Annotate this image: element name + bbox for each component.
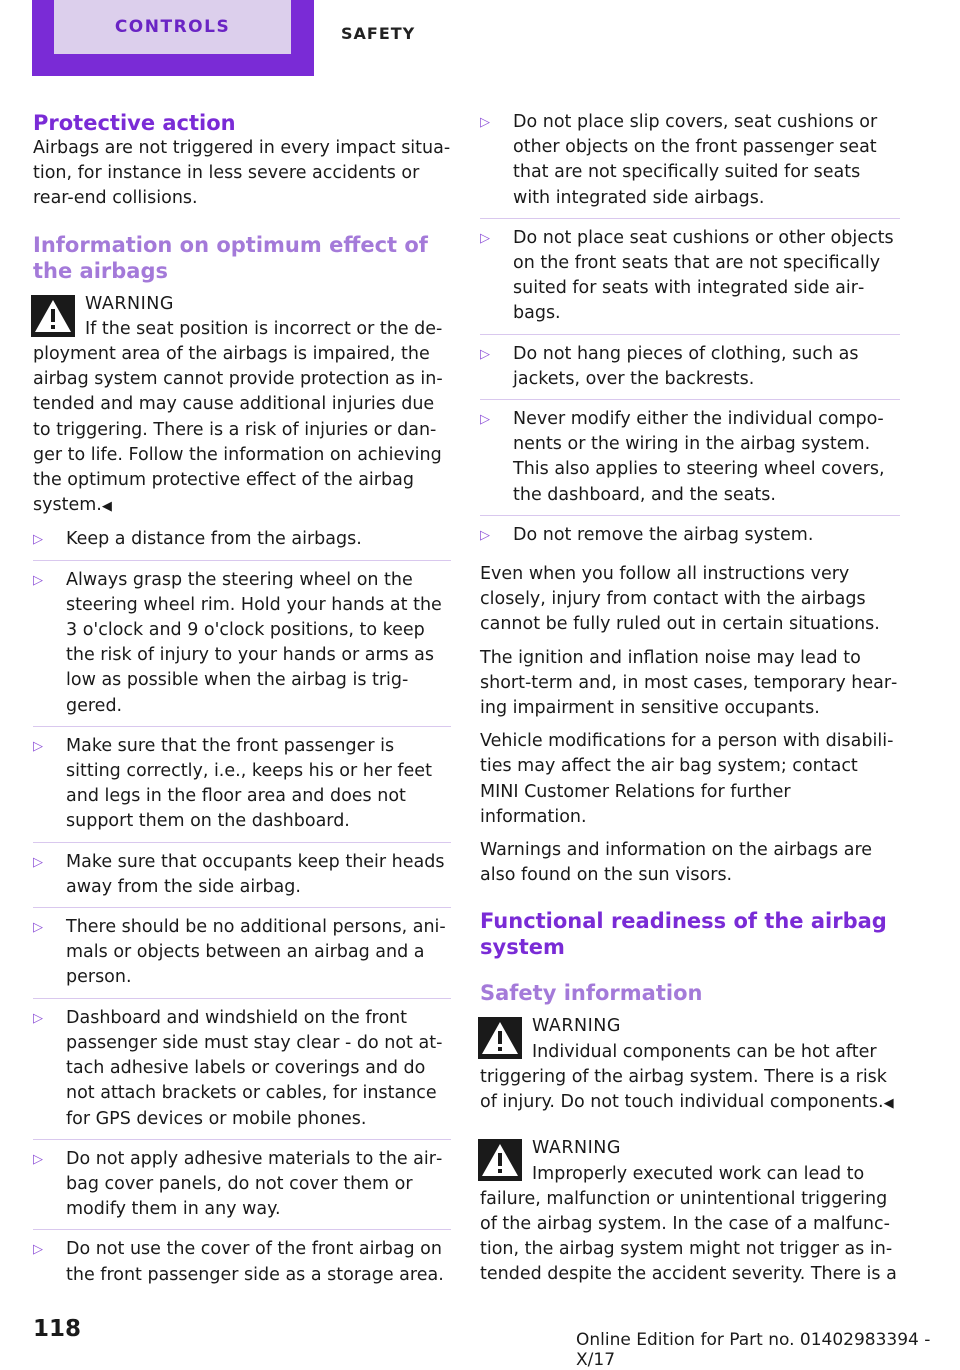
triangle-bullet-icon: ▷ — [480, 115, 490, 130]
bullet-list-right — [480, 110, 900, 555]
list-item: ▷ Make sure that occupants keep their heads away from the side airbag. — [33, 850, 451, 908]
warning-block — [480, 1136, 900, 1287]
list-item: ▷ Do not place seat cushions or other objects on the front seats that are not specifically suited for seats with integrated side airbags. — [480, 226, 900, 335]
list-item: ▷ Do not hang pieces of clothing, such as jackets, over the backrests. — [480, 342, 900, 400]
heading-functional-readiness: Functional readiness of the airbag system — [480, 909, 887, 960]
page-number: 118 — [33, 1316, 82, 1342]
warning-block — [33, 292, 451, 520]
triangle-bullet-icon: ▷ — [33, 738, 43, 754]
warning-label: WARNING — [85, 293, 174, 314]
list-item: ▷ Always grasp the steering wheel on the steering wheel rim. Hold your hands at the 3 o'clock and 9 o'clock positions, to keep the risk of injury to your hands or arms as low as possible when the airbag is triggered. — [33, 568, 451, 727]
paragraph: Vehicle modifications for a person with disabilities may affect the air bag system; contact MINI Customer Relations for further information. — [480, 731, 894, 827]
warning-text: Individual components can be hot after triggering of the airbag system. There is a risk of injury. Do not touch individual components.◀ — [480, 1041, 894, 1113]
triangle-bullet-icon: ▷ — [480, 412, 490, 428]
list-item: ▷ Keep a distance from the airbags. — [33, 527, 451, 560]
paragraph: The ignition and inflation noise may lead to short-term and, in most cases, temporary hearing impairment in sensitive occupants. — [480, 647, 898, 719]
warning-block — [480, 1014, 900, 1116]
tab-safety[interactable]: SAFETY — [341, 24, 416, 43]
warning-text: If the seat position is incorrect or the deployment area of the airbags is impaired, the airbag system cannot provide protection as intended and may cause additional injuries due to triggering. There is a risk of injuries or danger to life. Follow the information on achieving the optimum protective effect of the airbag system.◀ — [33, 318, 443, 516]
triangle-bullet-icon: ▷ — [33, 1242, 43, 1258]
right-column — [480, 110, 900, 1288]
triangle-bullet-icon: ▷ — [480, 527, 490, 543]
bullet-list-left — [33, 527, 451, 1294]
warning-triangle-icon — [478, 1017, 522, 1059]
heading-safety-information: Safety information — [480, 981, 703, 1006]
heading-protective-action: Protective action — [33, 111, 236, 135]
list-item: ▷ There should be no additional persons, animals or objects between an airbag and a person. — [33, 915, 451, 999]
warning-triangle-icon — [478, 1139, 522, 1181]
warning-label: WARNING — [532, 1016, 621, 1037]
end-mark: ◀ — [883, 1096, 894, 1112]
triangle-bullet-icon: ▷ — [480, 346, 490, 362]
heading-info-optimum-effect: Information on optimum effect of the airbags — [33, 232, 428, 283]
tab-controls[interactable]: CONTROLS — [54, 0, 291, 54]
list-item: ▷ Do not use the cover of the front airbag on the front passenger side as a storage area. — [33, 1239, 444, 1285]
list-item: ▷ Make sure that the front passenger is sitting correctly, i.e., keeps his or her feet and legs in the floor area and does not support them on the dashboard. — [33, 734, 451, 843]
header-tabs — [0, 0, 960, 78]
list-item: ▷ Do not place slip covers, seat cushions or other objects on the front passenger seat that are not specifically suited for seats with integrated side airbags. — [480, 110, 900, 219]
list-item: ▷ Do not remove the airbag system. — [480, 523, 900, 555]
triangle-bullet-icon: ▷ — [33, 1151, 43, 1167]
triangle-bullet-icon: ▷ — [33, 854, 43, 870]
left-column — [33, 110, 451, 1302]
triangle-bullet-icon: ▷ — [480, 230, 490, 246]
protective-text: Airbags are not triggered in every impact situation, for instance in less severe accidents or rear-end collisions. — [33, 138, 451, 209]
paragraph: Even when you follow all instructions very closely, injury from contact with the airbags cannot be fully ruled out in certain situations. — [480, 564, 880, 635]
list-item: ▷ Never modify either the individual components or the wiring in the airbag system. This also applies to steering wheel covers, the dashboard, and the seats. — [480, 407, 900, 516]
paragraph: Warnings and information on the airbags are also found on the sun visors. — [480, 840, 873, 886]
list-item: ▷ Do not apply adhesive materials to the airbag cover panels, do not cover them or modify them in any way. — [33, 1147, 451, 1231]
footer-edition: Online Edition for Part no. 01402983394 - X/17 — [576, 1330, 931, 1370]
warning-triangle-icon — [31, 295, 75, 337]
triangle-bullet-icon: ▷ — [33, 532, 43, 548]
warning-label: WARNING — [532, 1138, 621, 1159]
triangle-bullet-icon: ▷ — [33, 920, 43, 936]
warning-text: Improperly executed work can lead to failure, malfunction or unintentional triggering of the airbag system. In the case of a malfunction, the airbag system might not trigger as intended despite the accident severity. There is a — [480, 1163, 897, 1285]
triangle-bullet-icon: ▷ — [33, 1010, 43, 1026]
triangle-bullet-icon: ▷ — [33, 572, 43, 588]
end-mark: ◀ — [101, 499, 112, 515]
list-item: ▷ Dashboard and windshield on the front passenger side must stay clear - do not attach adhesive labels or coverings and do not attach brackets or cables, for instance for GPS devices or mobile phones. — [33, 1006, 451, 1140]
